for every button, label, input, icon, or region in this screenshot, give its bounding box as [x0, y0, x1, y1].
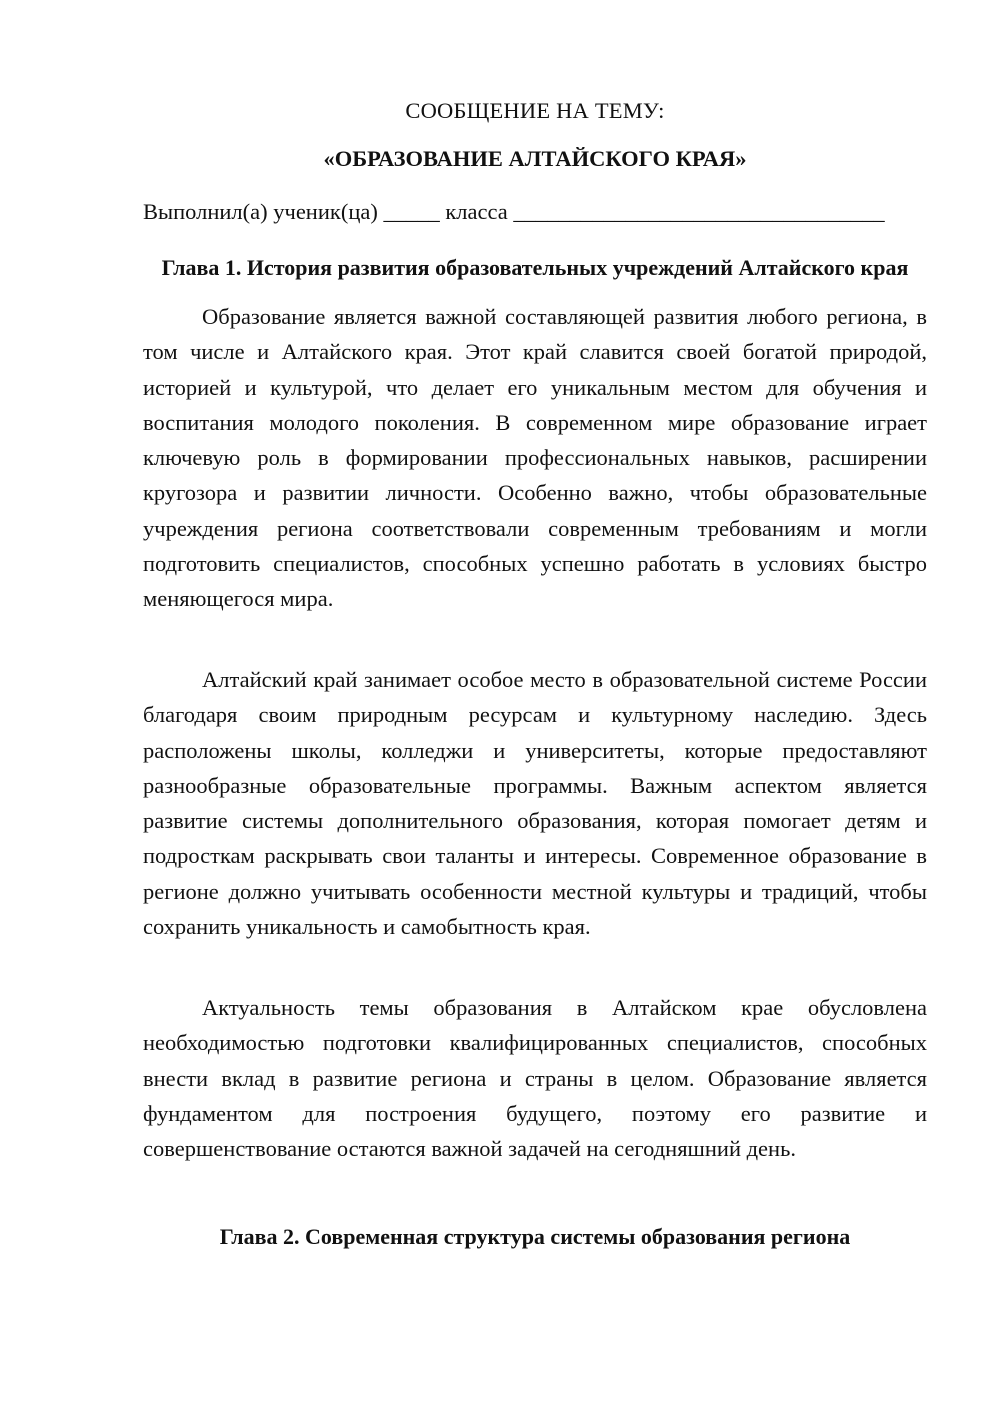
document-title-topic: СООБЩЕНИЕ НА ТЕМУ:	[405, 98, 665, 123]
chapter-1-heading: Глава 1. История развития образовательных учреждений Алтайского края	[161, 255, 909, 280]
paragraph-1: Образование является важной составляющей развития любого региона, в том числе и Алтайского края. Этот край славится своей богатой природой, историей и культурой, что делает его уникальным местом для обучения и воспитания молодого поколения. В современном мире образование играет ключевую роль в формировании профессиональных навыков, расширении кругозора и развитии личности. Особенно важно, чтобы образовательные учреждения региона соответствовали современным требованиям и могли подготовить специалистов, способных успешно работать в условиях быстро меняющегося мира.	[143, 304, 927, 612]
paragraph-2: Алтайский край занимает особое место в образовательной системе России благодаря своим природным ресурсам и культурному наследию. Здесь расположены школы, колледжи и университеты, которые предоставляют разнообразные образовательные программы. Важным аспектом является развитие системы дополнительного образования, которая помогает детям и подросткам раскрывать свои таланты и интересы. Современное образование в регионе должно учитывать особенности местной культуры и традиций, чтобы сохранить уникальность и самобытность края.	[143, 667, 927, 940]
author-line: Выполнил(а) ученик(ца) _____ класса _________________________________	[143, 199, 885, 224]
paragraph-3: Актуальность темы образования в Алтайском крае обусловлена необходимостью подготовки квалифицированных специалистов, способных внести вклад в развитие региона и страны в целом. Образование является фундаментом для построения будущего, поэтому его развитие и совершенствование остаются важной задачей на сегодняшний день.	[143, 995, 927, 1162]
document-title: «ОБРАЗОВАНИЕ АЛТАЙСКОГО КРАЯ»	[323, 146, 747, 171]
chapter-2-heading: Глава 2. Современная структура системы образования региона	[219, 1224, 851, 1249]
